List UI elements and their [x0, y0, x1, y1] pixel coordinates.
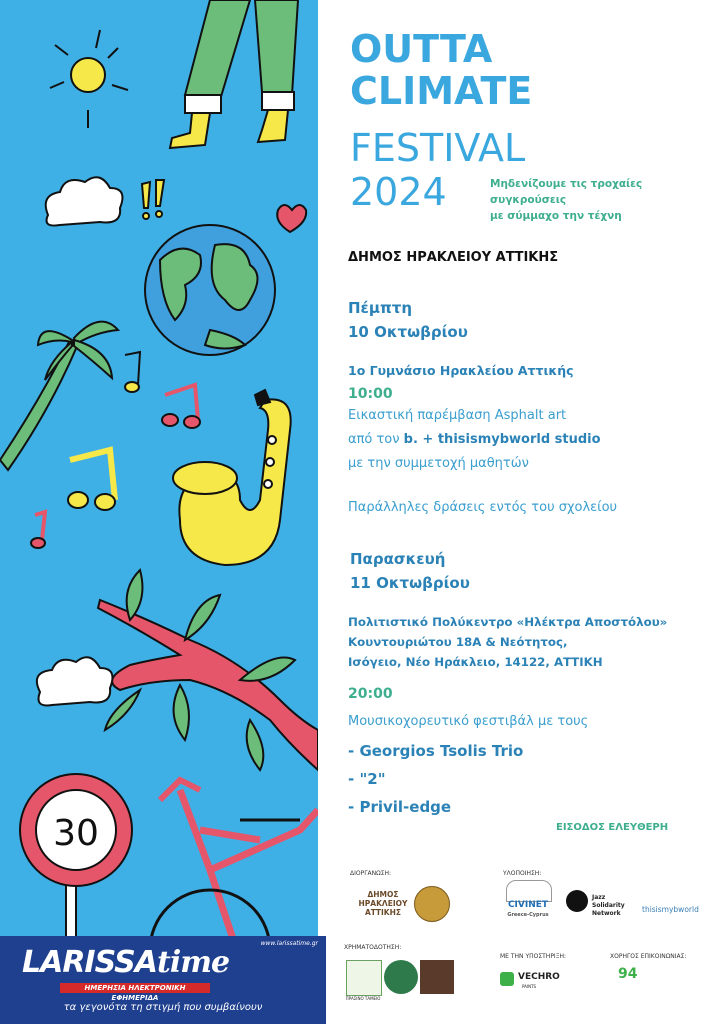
- day1-description: [348, 404, 601, 476]
- day1-time: 10:00: [348, 386, 393, 402]
- tagline-line1: Μηδενίζουμε τις τροχαίες συγκρούσεις: [490, 178, 643, 206]
- day2-venue-line2: Κουντουριώτου 18Α & Νεότητος,: [348, 635, 568, 649]
- larissatime-watermark: [0, 936, 326, 1024]
- jazz-network-logo: [592, 894, 625, 918]
- cloud-icon: [46, 177, 123, 225]
- watermark-url: www.larissatime.gr: [260, 940, 318, 947]
- support-label: ΜΕ ΤΗΝ ΥΠΟΣΤΗΡΙΞΗ:: [500, 953, 567, 960]
- day2-description: Μουσικοχορευτικό φεστιβάλ με τους: [348, 714, 589, 729]
- jazz-logo-icon: [566, 890, 588, 912]
- day2-weekday: Παρασκευή: [350, 550, 446, 568]
- watermark-brand-part2: time: [156, 945, 230, 980]
- tagline-line2: με σύμμαχο την τέχνη: [490, 210, 622, 222]
- civinet-logo: CIVINET: [507, 900, 549, 910]
- watermark-slogan: τα γεγονότα τη στιγμή που συμβαίνουν: [63, 1002, 263, 1013]
- exclamation-icon: [142, 180, 164, 219]
- jazz-line3: Network: [592, 910, 621, 917]
- day1-extra: Παράλληλες δράσεις εντός του σχολείου: [348, 500, 618, 515]
- day1-desc-prefix: από τον: [348, 432, 404, 447]
- civinet-sub: Greece-Cyprus: [507, 912, 549, 918]
- organizer-name-line1: ΔΗΜΟΣ: [367, 890, 399, 899]
- implementation-label: ΥΛΟΠΟΙΗΣΗ:: [503, 870, 542, 877]
- heart-icon: [277, 205, 306, 232]
- sun-icon: [50, 30, 128, 128]
- day1-venue: 1ο Γυμνάσιο Ηρακλείου Αττικής: [348, 363, 574, 378]
- day1-desc-studio: b. + thisismybworld studio: [403, 432, 601, 447]
- illustration-panel: [0, 0, 318, 1024]
- green-fund-label: ΠΡΑΣΙΝΟ ΤΑΜΕΙΟ: [345, 996, 381, 1001]
- organizer-coin-icon: [414, 886, 450, 922]
- watermark-brand-part1: LARISSA: [22, 945, 157, 980]
- lineup-act: - "2": [348, 770, 386, 788]
- organizer-label: ΔΙΟΡΓΑΝΩΣΗ:: [350, 870, 392, 877]
- free-entry-label: ΕΙΣΟΔΟΣ ΕΛΕΥΘΕΡΗ: [556, 822, 669, 833]
- civinet-arch-icon: [506, 880, 552, 902]
- media-sponsor-label: ΧΟΡΗΓΟΣ ΕΠΙΚΟΙΝΩΝΙΑΣ:: [610, 953, 687, 960]
- day2-time: 20:00: [348, 686, 393, 702]
- cloud-icon: [37, 657, 113, 705]
- radio-logo: 94: [618, 966, 638, 982]
- legs-illustration: [170, 0, 298, 148]
- organizer-name-line2: ΗΡΑΚΛΕΙΟΥ: [358, 899, 408, 908]
- ministry-seal-icon: [384, 960, 418, 994]
- speed-limit-sign-icon: [20, 774, 132, 950]
- day2-date: 11 Οκτωβρίου: [350, 574, 470, 592]
- municipality-heading: ΔΗΜΟΣ ΗΡΑΚΛΕΙΟΥ ΑΤΤΙΚΗΣ: [348, 250, 559, 265]
- festival-illustration: [0, 0, 318, 1024]
- lineup-act: - Georgios Tsolis Trio: [348, 742, 524, 760]
- branch-icon: [98, 570, 318, 770]
- vechro-icon: [500, 972, 514, 986]
- day1-date: 10 Οκτωβρίου: [348, 323, 468, 341]
- lineup-act: - Privil-edge: [348, 798, 452, 816]
- festival-tagline: [490, 176, 720, 224]
- day1-desc-line2: [348, 428, 601, 452]
- green-fund-icon: [346, 960, 382, 996]
- funding-label: ΧΡΗΜΑΤΟΔΟΤΗΣΗ:: [344, 944, 402, 951]
- day2-venue-line1: Πολιτιστικό Πολύκεντρο «Ηλέκτρα Αποστόλου»: [348, 615, 668, 629]
- jazz-line2: Solidarity: [592, 902, 625, 909]
- speed-limit-value: 30: [53, 813, 99, 854]
- palm-tree-icon: [0, 322, 118, 470]
- day2-heading: [350, 547, 470, 595]
- day2-venue-line3: Ισόγειο, Νέο Ηράκλειο, 14122, ΑΤΤΙΚΗ: [348, 655, 603, 669]
- content-panel: [318, 0, 725, 1024]
- ministry-logo-icon: [420, 960, 454, 994]
- day1-desc-line3: με την συμμετοχή μαθητών: [348, 456, 529, 471]
- lineup-list: [348, 737, 523, 821]
- globe-icon: [145, 225, 275, 355]
- day1-heading: [348, 296, 468, 344]
- thisismybworld-logo: thisismybworld: [642, 905, 699, 914]
- festival-year: 2024: [350, 170, 447, 214]
- festival-title-line2: CLIMATE: [350, 69, 533, 113]
- day1-weekday: Πέμπτη: [348, 299, 413, 317]
- festival-title-line3: FESTIVAL: [350, 126, 526, 170]
- day1-desc-line1: Εικαστική παρέμβαση Asphalt art: [348, 408, 567, 423]
- watermark-brand: [22, 945, 230, 980]
- watermark-subtitle: ΗΜΕΡΗΣΙΑ ΗΛΕΚΤΡΟΝΙΚΗ ΕΦΗΜΕΡΙΔΑ: [60, 983, 210, 993]
- organizer-logo-text: [354, 890, 412, 917]
- jazz-line1: Jazz: [592, 894, 606, 901]
- day2-venue: [348, 612, 667, 672]
- vechro-sub: PAINTS: [522, 984, 537, 989]
- organizer-name-line3: ΑΤΤΙΚΗΣ: [364, 908, 402, 917]
- festival-title: [350, 28, 532, 112]
- vechro-logo: VECHRO: [518, 972, 560, 982]
- festival-title-line1: OUTTA: [350, 27, 493, 71]
